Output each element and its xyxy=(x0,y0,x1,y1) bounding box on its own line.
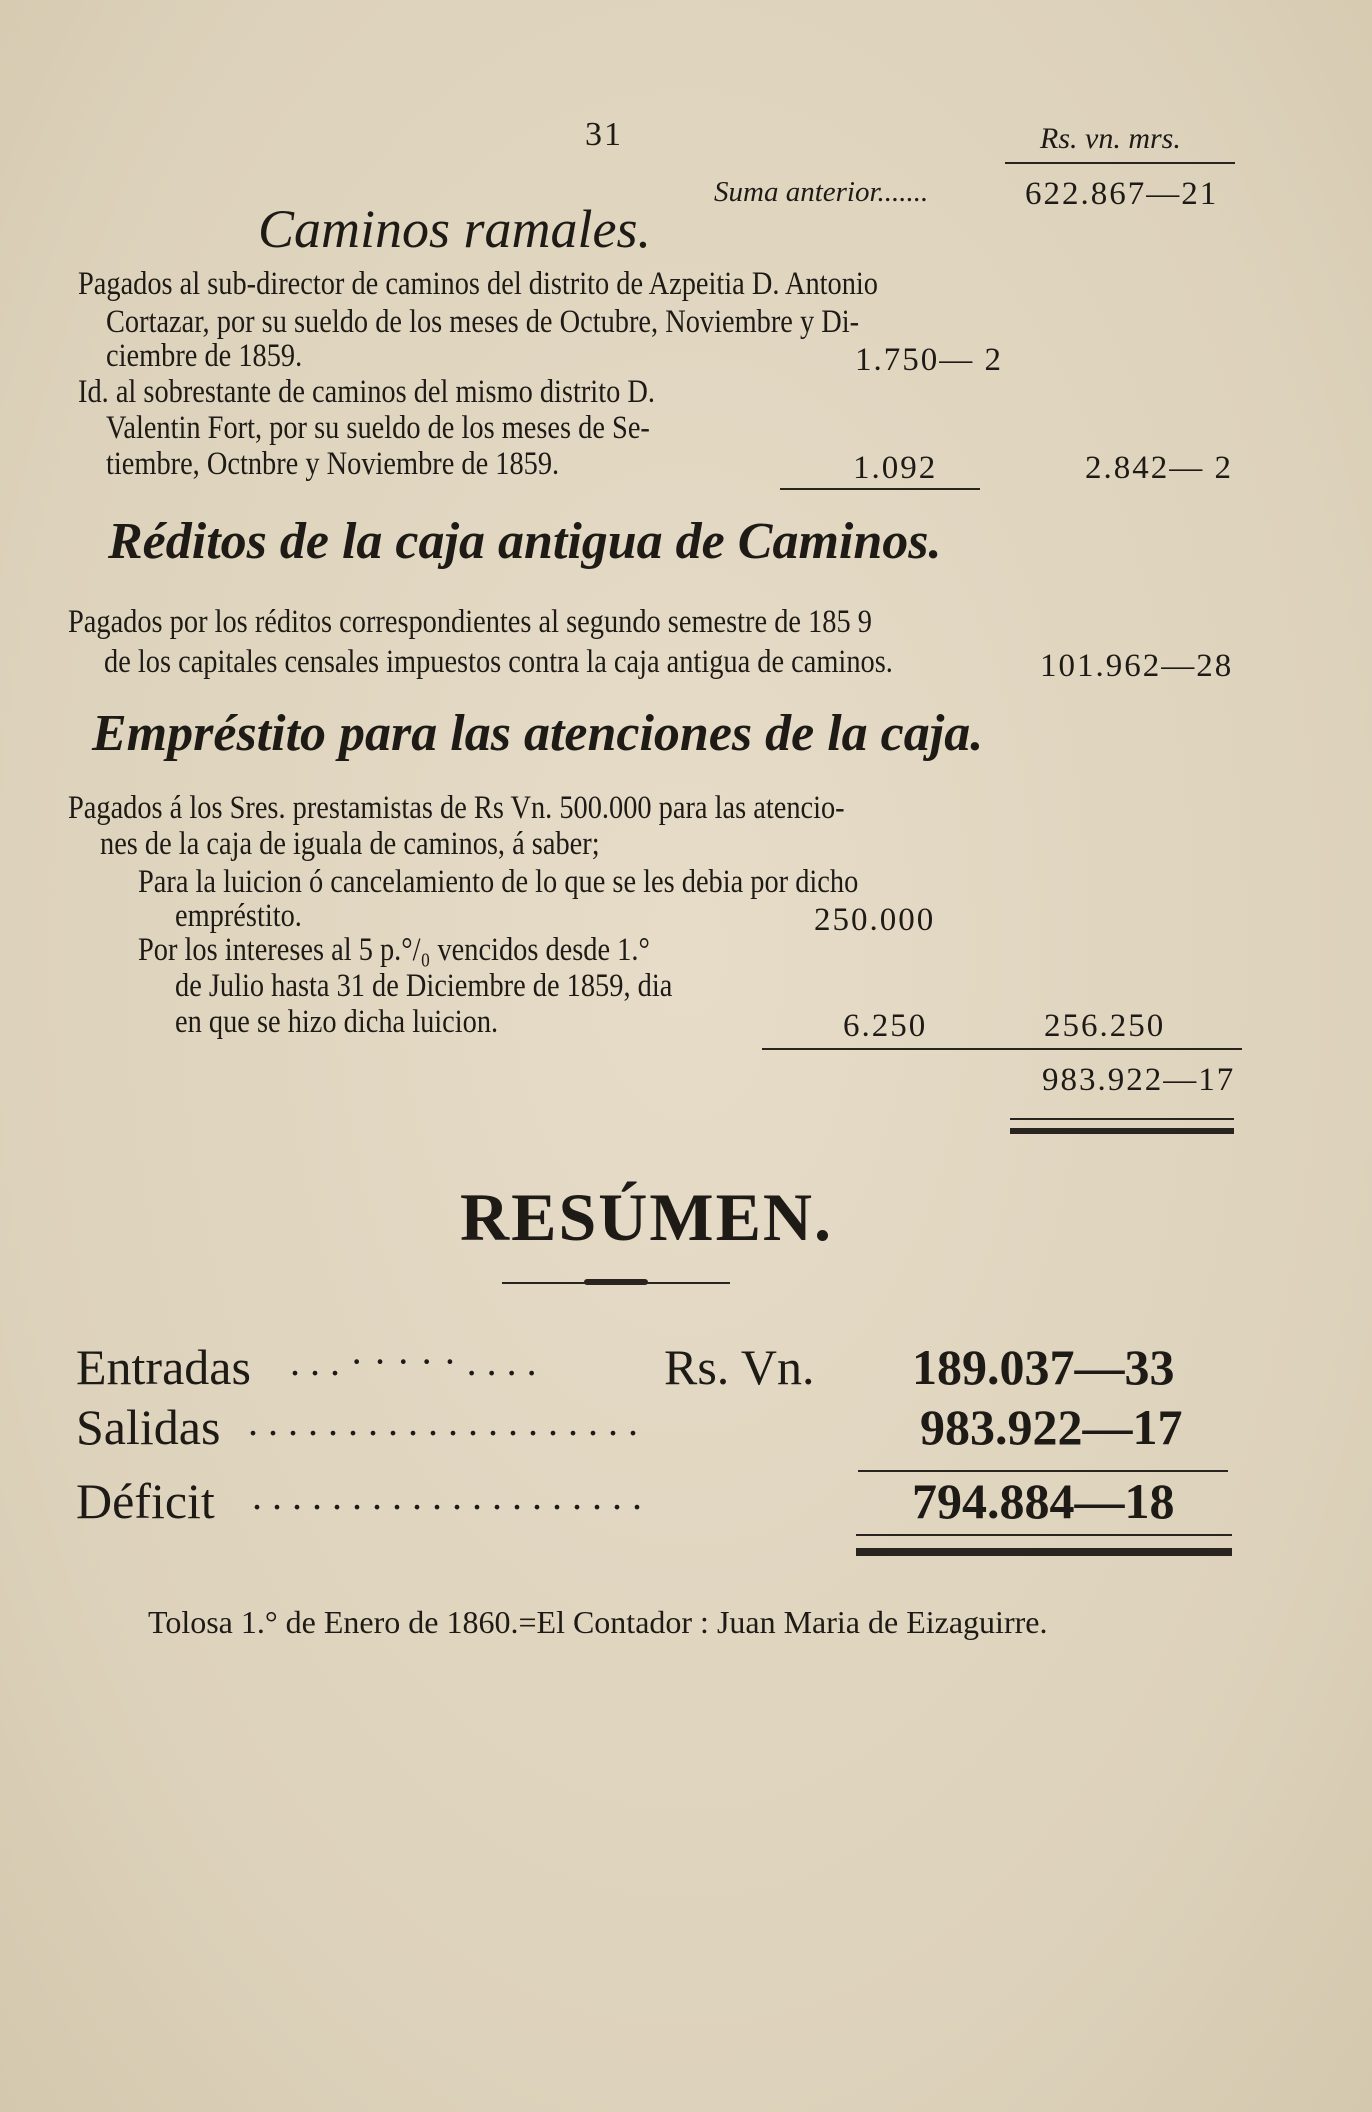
resumen-row-salidas-value: 983.922—17 xyxy=(920,1399,1183,1455)
resumen-title: RESÚMEN. xyxy=(460,1179,834,1255)
emprestito-line-3: Para la luicion ó cancelamiento de lo que se les debia por dicho xyxy=(138,864,859,900)
grand-total: 983.922—17 xyxy=(1042,1062,1236,1098)
caminos-total: 2.842— 2 xyxy=(1085,450,1233,486)
emprestito-amount-1: 250.000 xyxy=(814,902,936,938)
column-header: Rs. vn. mrs. xyxy=(1040,122,1181,155)
caminos-subtotal-rule xyxy=(780,488,980,490)
caminos-amount-1: 1.750— 2 xyxy=(855,342,1003,378)
deficit-rule-2 xyxy=(856,1548,1232,1556)
emprestito-subtotal-rule xyxy=(762,1048,1242,1050)
resumen-row-entradas-label: Entradas xyxy=(76,1339,251,1395)
deficit-rule-1 xyxy=(856,1534,1232,1536)
resumen-row-salidas-label: Salidas xyxy=(76,1399,221,1455)
emprestito-amount-2: 6.250 xyxy=(843,1008,928,1044)
signature-line: Tolosa 1.° de Enero de 1860.=El Contador : Juan Maria de Eizaguirre. xyxy=(148,1604,1048,1640)
resumen-row-entradas-value: 189.037—33 xyxy=(912,1339,1175,1395)
caminos-line-4: Id. al sobrestante de caminos del mismo distrito D. xyxy=(78,374,655,410)
emprestito-line-2: nes de la caja de iguala de caminos, á saber; xyxy=(100,826,600,862)
section-title-reditos: Réditos de la caja antigua de Caminos. xyxy=(108,513,942,570)
page-number: 31 xyxy=(585,116,623,153)
caminos-line-3: ciembre de 1859. xyxy=(106,338,303,374)
section-title-emprestito: Empréstito para las atenciones de la caja. xyxy=(92,705,984,762)
caminos-line-2: Cortazar, por su sueldo de los meses de Octubre, Noviembre y Di- xyxy=(106,304,860,340)
reditos-line-2: de los capitales censales impuestos contra la caja antigua de caminos. xyxy=(104,644,893,680)
emprestito-line-5: Por los intereses al 5 p.°/₀ vencidos desde 1.° xyxy=(138,932,650,968)
emprestito-line-1: Pagados á los Sres. prestamistas de Rs Vn. 500.000 para las atencio- xyxy=(68,790,845,826)
header-rule xyxy=(1005,162,1235,164)
resumen-row-salidas-dots: . . . . . . . . . . . . . . . . . . . . xyxy=(248,1399,638,1444)
emprestito-line-7: en que se hizo dicha luicion. xyxy=(175,1004,499,1040)
emprestito-line-6: de Julio hasta 31 de Diciembre de 1859, dia xyxy=(175,968,673,1004)
carried-value: 622.867—21 xyxy=(1025,176,1219,212)
caminos-line-5: Valentin Fort, por su sueldo de los meses de Se- xyxy=(106,410,650,446)
caminos-line-6: tiembre, Octnbre y Noviembre de 1859. xyxy=(106,446,560,482)
section-title-caminos: Caminos ramales. xyxy=(258,199,652,259)
caminos-line-1: Pagados al sub-director de caminos del distrito de Azpeitia D. Antonio xyxy=(78,266,879,302)
grand-total-rule-2 xyxy=(1010,1128,1234,1134)
reditos-total: 101.962—28 xyxy=(1040,648,1234,684)
reditos-line-1: Pagados por los réditos correspondientes al segundo semestre de 185 9 xyxy=(68,604,872,640)
resumen-row-entradas-unit: Rs. Vn. xyxy=(664,1339,815,1395)
emprestito-line-4: empréstito. xyxy=(175,898,302,934)
resumen-row-deficit-label: Déficit xyxy=(76,1473,215,1529)
grand-total-rule-1 xyxy=(1010,1118,1234,1120)
resumen-row-deficit-value: 794.884—18 xyxy=(912,1473,1175,1529)
resumen-ornament-center xyxy=(584,1279,648,1285)
carried-label: Suma anterior....... xyxy=(714,176,929,208)
emprestito-total: 256.250 xyxy=(1044,1008,1166,1044)
caminos-amount-2: 1.092 xyxy=(853,450,938,486)
resumen-row-entradas-dots: . . . · · · · · . . . . xyxy=(290,1339,537,1384)
resumen-row-deficit-dots: . . . . . . . . . . . . . . . . . . . . xyxy=(252,1473,642,1518)
